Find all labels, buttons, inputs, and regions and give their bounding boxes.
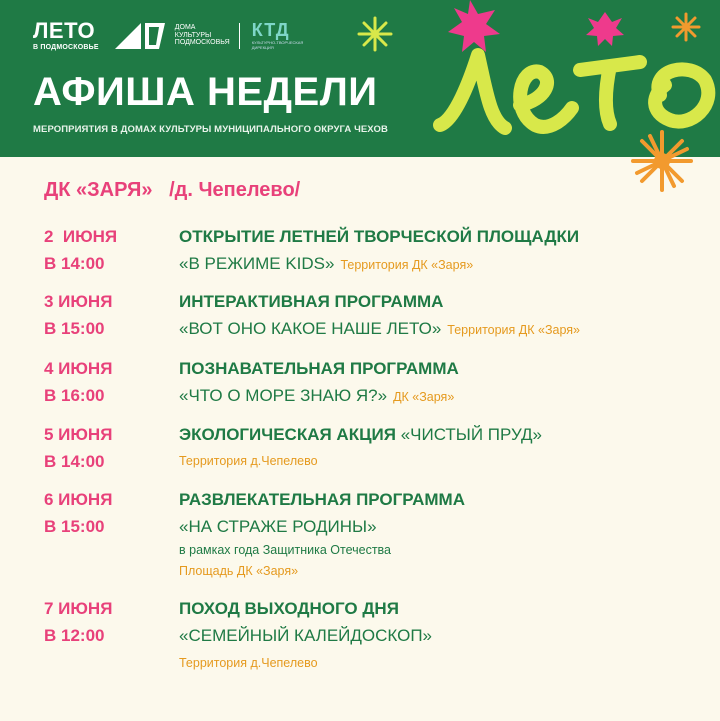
event-location: Территория д.Чепелево (179, 656, 318, 670)
event-name-line: «НА СТРАЖЕ РОДИНЫ» (179, 517, 377, 536)
ktd-logo-text: КТД (251, 19, 290, 40)
leto-logo-text: ЛЕТО (33, 18, 96, 43)
venue-heading: ДК «ЗАРЯ» /д. Чепелево/ (44, 179, 301, 201)
page-title: АФИША НЕДЕЛИ (33, 70, 378, 114)
ktd-logo (252, 21, 306, 51)
page-subtitle: МЕРОПРИЯТИЯ В ДОМАХ КУЛЬТУРЫ МУНИЦИПАЛЬНОГО ОКРУГА ЧЕХОВ (33, 124, 388, 135)
event-date: 5 ИЮНЯ В 14:00 (44, 425, 113, 471)
event-name-line: «СЕМЕЙНЫЙ КАЛЕЙДОСКОП» (179, 626, 433, 645)
event-title: ИНТЕРАКТИВНАЯ ПРОГРАММА (179, 292, 444, 311)
dk-logo-mark-icon (115, 21, 167, 51)
event-title: РАЗВЛЕКАТЕЛЬНАЯ ПРОГРАММА (179, 490, 465, 509)
event-location: Территория д.Чепелево (179, 454, 318, 468)
event-date: 2 ИЮНЯ В 14:00 (44, 227, 118, 273)
partner-logos (33, 20, 306, 51)
event-title: ПОХОД ВЫХОДНОГО ДНЯ (179, 599, 399, 618)
event-date: 3 ИЮНЯ В 15:00 (44, 292, 113, 338)
event-location: ДК «Заря» (393, 390, 455, 404)
event-name-line: «ВОТ ОНО КАКОЕ НАШЕ ЛЕТО» Территория ДК «Заря» (179, 319, 580, 338)
leto-logo-subtext: В ПОДМОСКОВЬЕ (33, 44, 99, 51)
event-location: Территория ДК «Заря» (340, 258, 474, 272)
event-note: в рамках года Защитника Отечества (179, 543, 391, 557)
event-name-line: «ЧТО О МОРЕ ЗНАЮ Я?» ДК «Заря» (179, 386, 455, 405)
event-date: 6 ИЮНЯ В 15:00 (44, 490, 113, 536)
event-title: ПОЗНАВАТЕЛЬНАЯ ПРОГРАММА (179, 359, 459, 378)
event-title: ОТКРЫТИЕ ЛЕТНЕЙ ТВОРЧЕСКОЙ ПЛОЩАДКИ (179, 227, 580, 246)
dk-logo-text: ДОМА КУЛЬТУРЫ ПОДМОСКОВЬЯ (174, 23, 230, 47)
leto-logo (33, 20, 99, 51)
event-name-line: «В РЕЖИМЕ KIDS» Территория ДК «Заря» (179, 254, 474, 273)
event-date: 7 ИЮНЯ В 12:00 (44, 599, 113, 645)
logo-divider (239, 23, 240, 49)
ktd-logo-subtext: КУЛЬТУРНО-ТВОРЧЕСКАЯ ДИРЕКЦИЯ (251, 39, 304, 50)
event-location: Площадь ДК «Заря» (179, 564, 299, 578)
event-date: 4 ИЮНЯ В 16:00 (44, 359, 113, 405)
header-banner (0, 0, 720, 157)
event-title: ЭКОЛОГИЧЕСКАЯ АКЦИЯ «ЧИСТЫЙ ПРУД» (179, 425, 542, 444)
event-location: Территория ДК «Заря» (447, 323, 580, 337)
